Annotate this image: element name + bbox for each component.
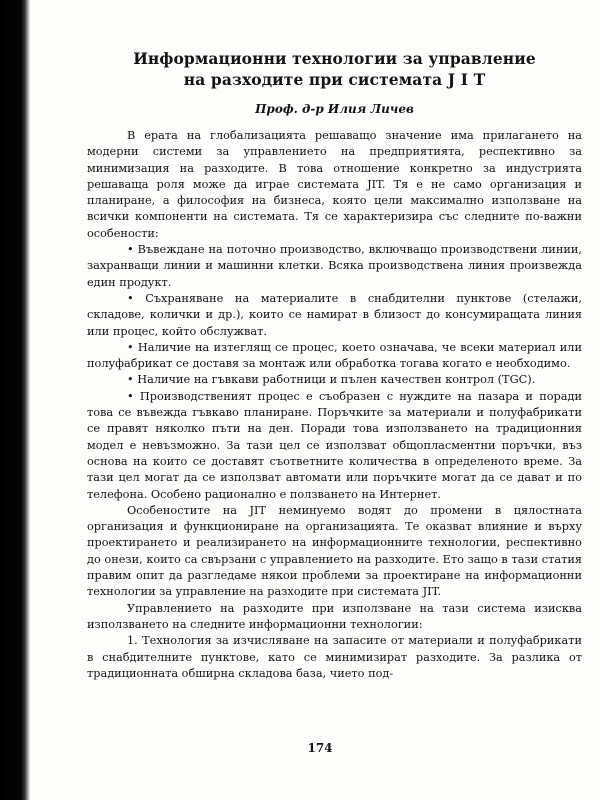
page-content bbox=[87, 48, 582, 682]
bullet-paragraph: • Съхраняване на материалите в снабдителни пунктове (стелажи, складове, колички и др.), които се намират в близост до консумиращата линия или процес, който обслужват. bbox=[87, 291, 582, 338]
page-number: 174 bbox=[307, 741, 333, 755]
title-line-2: на разходите при системата J I T bbox=[183, 70, 486, 89]
book-binding-shadow bbox=[0, 0, 30, 800]
bullet-paragraph: • Наличие на изтеглящ се процес, което означава, че всеки материал или полуфабрикат се доставя за монтаж или обработка тогава когато е необходимо. bbox=[87, 340, 582, 371]
paragraph: Управлението на разходите при използване на тази система изисква използването на следните информационни технологии: bbox=[87, 601, 582, 631]
bullet-paragraph: • Производственият процес е съобразен с нуждите на пазара и поради това се въвежда гъвкаво планиране. Поръчките за материали и полуфабрикати се правят няколко пъти на ден. Поради това използването на традиционния модел е невъзможно. За тази цел се използват общоплаcментни поръчки, въз основа на които се доставят съответните количества в определеното време. За тази цел могат да се използват автомати или поръчките могат да се дават и по телефона. Особено рационално е ползването на Интернет. bbox=[87, 389, 582, 501]
author-name: Проф. д-р Илия Личев bbox=[255, 102, 414, 116]
article-body bbox=[87, 128, 582, 682]
paragraph: В ерата на глобализацията решаващо значение има прилагането на модерни системи за управлението на предприятията, респективно за минимизация на разходите. В това отношение конкретно за индустрията решаваща роля може да играе системата JIT. Тя е не само организация и планиране, а философия на бизнеса, която цели максимално използване на всички компоненти на системата. Тя се характеризира със следните по-важни особености: bbox=[87, 129, 582, 240]
article-title bbox=[87, 48, 582, 90]
bullet-paragraph: • Въвеждане на поточно производство, включващо производствени линии, захранващи линии и машинни клетки. Всяка производствена линия произвежда един продукт. bbox=[87, 243, 582, 289]
paragraph: Особеностите на JIT неминуемо водят до промени в цялостната организация и функциониране на организацията. Те оказват влияние и върху проектирането и реализирането на информационните технологии, респективно до онези, които са свързани с управлението на разходите. Ето защо в тази статия правим опит да разгледаме някои проблеми за проектиране на информационни технологии за управление на разходите при системата JIT. bbox=[87, 503, 582, 599]
bullet-paragraph: • Наличие на гъвкави работници и пълен качествен контрол (TGC). bbox=[127, 373, 536, 387]
title-line-1: Информационни технологии за управление bbox=[133, 49, 536, 68]
paragraph: 1. Технология за изчисляване на запасите от материали и полуфабрикати в снабдителните пунктове, като се минимизират разходите. За разлика от традиционната обширна складова база, чието под- bbox=[87, 634, 582, 680]
